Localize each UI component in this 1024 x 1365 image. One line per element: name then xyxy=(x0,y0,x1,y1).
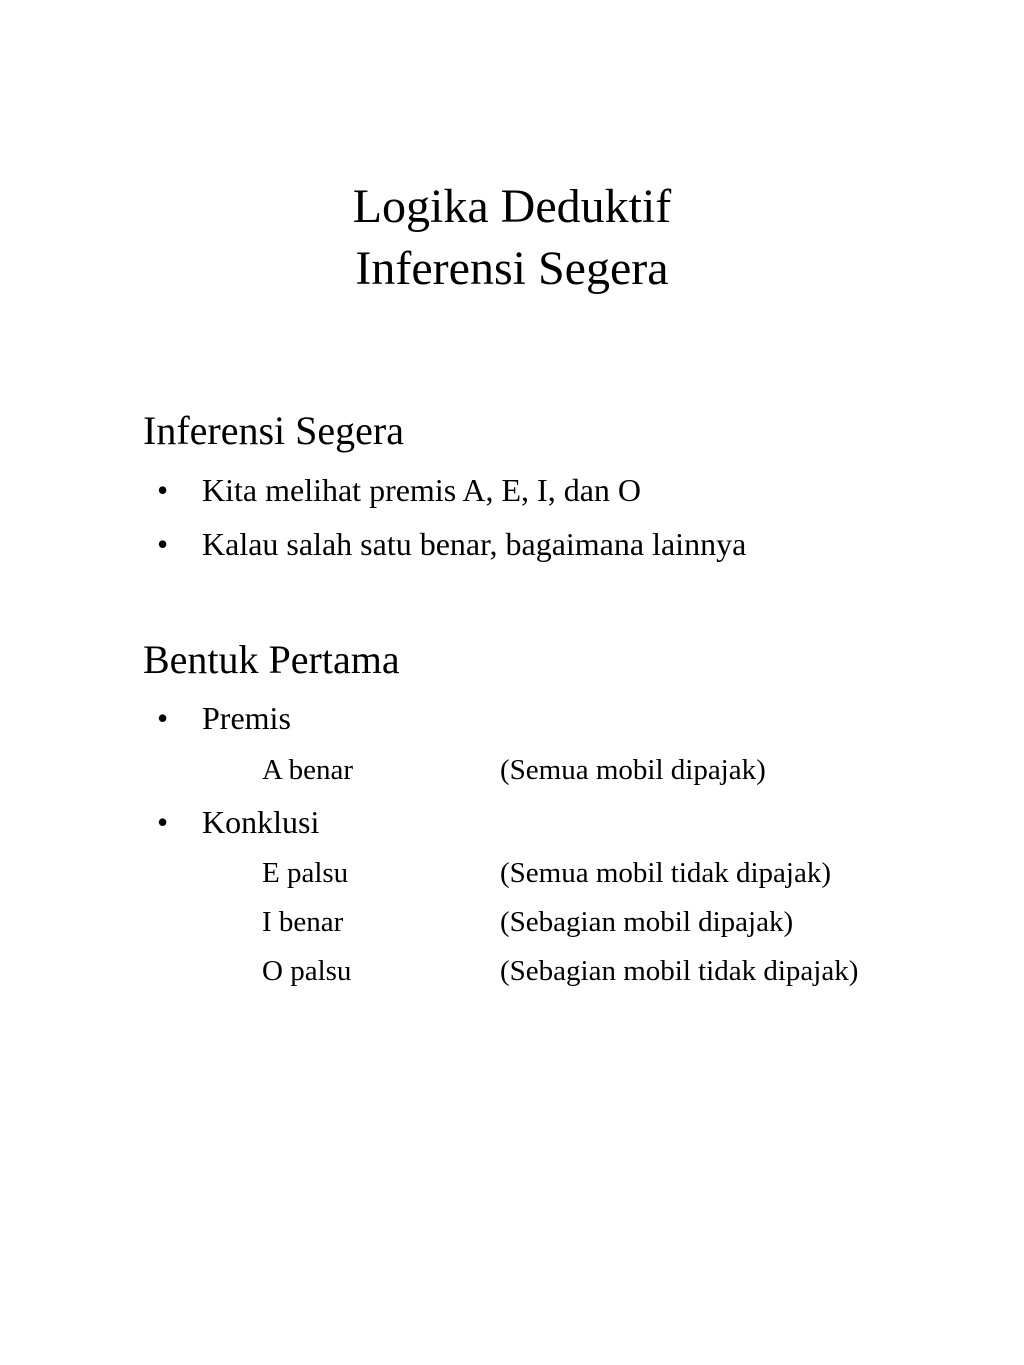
row-description: (Semua mobil tidak dipajak) xyxy=(500,857,832,889)
bullet-text: Premis xyxy=(202,700,291,736)
bullet-dot: • xyxy=(157,526,169,562)
section-heading-inferensi: Inferensi Segera xyxy=(143,408,404,453)
row-description: (Semua mobil dipajak) xyxy=(500,754,766,786)
bullet-text: Kita melihat premis A, E, I, dan O xyxy=(202,472,642,508)
bullet-dot: • xyxy=(157,700,169,736)
bullet-text: Konklusi xyxy=(202,804,320,840)
bullet-item-konklusi xyxy=(157,802,319,842)
bullet-item-premis xyxy=(157,698,291,738)
row-description: (Sebagian mobil dipajak) xyxy=(500,906,794,938)
section-heading-bentuk-pertama: Bentuk Pertama xyxy=(143,637,400,682)
title-line-2: Inferensi Segera xyxy=(355,242,669,295)
row-term: O palsu xyxy=(262,955,352,987)
bullet-dot: • xyxy=(157,472,169,508)
bullet-item xyxy=(157,470,641,510)
title-line-1: Logika Deduktif xyxy=(352,180,672,233)
row-term: I benar xyxy=(262,906,344,938)
bullet-dot: • xyxy=(157,804,169,840)
row-description: (Sebagian mobil tidak dipajak) xyxy=(500,955,859,987)
bullet-item xyxy=(157,524,746,564)
bullet-text: Kalau salah satu benar, bagaimana lainnya xyxy=(202,526,747,562)
row-term: E palsu xyxy=(262,857,349,889)
row-term: A benar xyxy=(262,754,353,786)
slide-title xyxy=(0,176,1024,300)
